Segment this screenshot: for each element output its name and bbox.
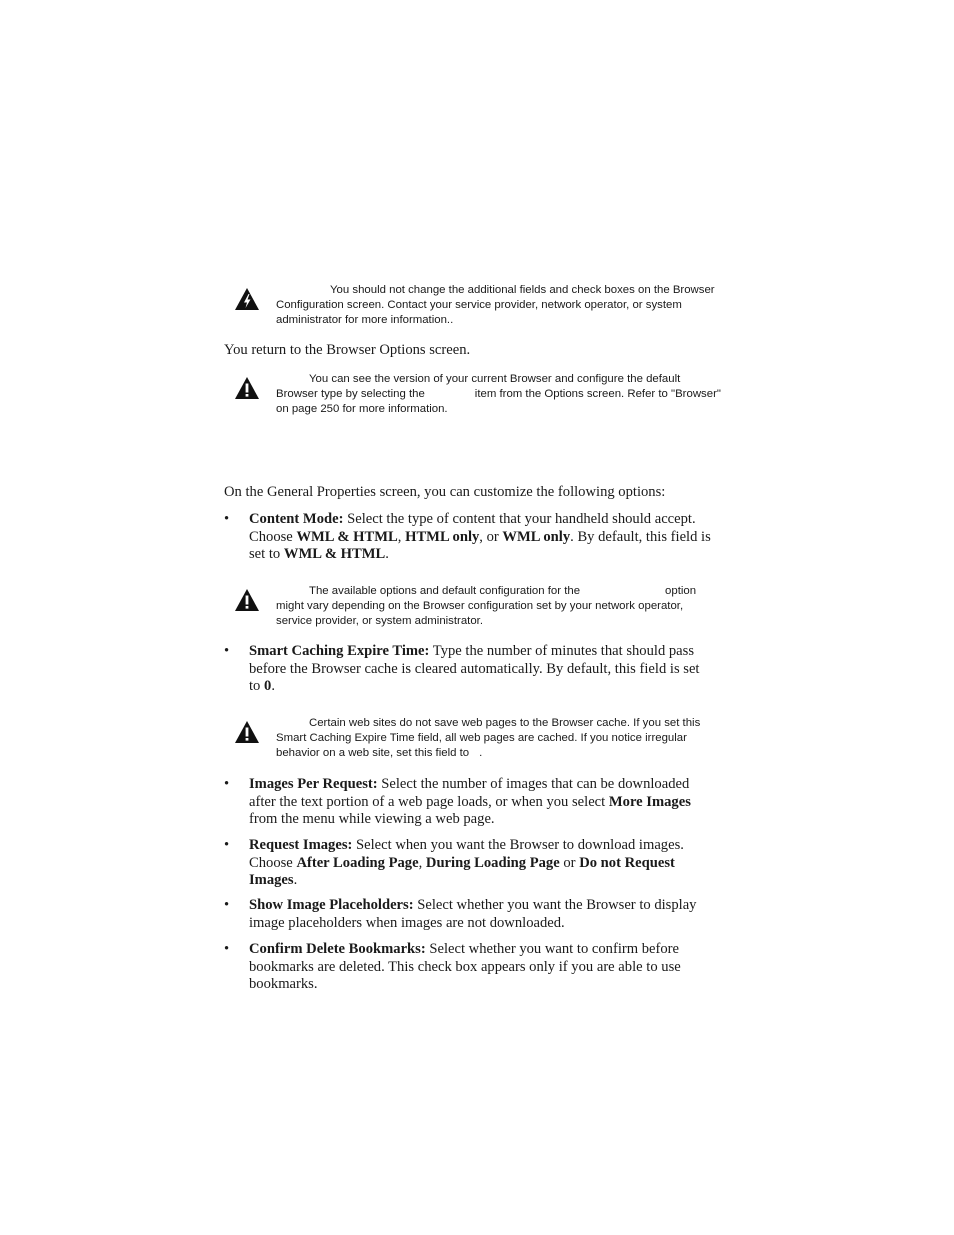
list-item-confirm-delete <box>249 941 724 994</box>
term-label: Smart Caching Expire Time: <box>249 643 430 659</box>
text-span: before the Browser cache is cleared automatically. By default, this field is set <box>249 660 700 677</box>
text-span: to <box>249 678 261 694</box>
note-content-mode-options <box>276 584 731 628</box>
list-item-smart-caching <box>249 643 724 696</box>
note-line: You should not change the additional fields and check boxes on the Browser <box>330 284 715 296</box>
text-span: Select whether you want to confirm before <box>429 941 680 957</box>
note-icon <box>234 588 260 612</box>
note-line: service provider, or system administrator. <box>276 614 483 627</box>
option-name: HTML only <box>405 528 480 545</box>
note-line: . <box>479 746 483 759</box>
term-label: Content Mode: <box>249 511 344 527</box>
text-span: Select the number of images that can be downloaded <box>381 776 690 792</box>
bullet-marker: • <box>224 837 230 853</box>
bullet-marker: • <box>224 776 230 792</box>
list-item-content-mode <box>249 511 724 564</box>
list-item-images-per-request <box>249 776 724 829</box>
intro-paragraph: On the General Properties screen, you can customize the following options: <box>224 484 666 500</box>
text-span: after the text portion of a web page loads, or when you select <box>249 793 606 810</box>
note-line: Smart Caching Expire Time field, all web pages are cached. If you notice irregular <box>276 731 687 744</box>
option-name: Do not Request <box>579 854 675 871</box>
text-span: Choose <box>249 854 293 871</box>
text-span: . <box>271 678 275 694</box>
note-line: option <box>665 585 697 597</box>
option-name: More Images <box>608 793 691 810</box>
list-item-show-placeholders <box>249 897 724 932</box>
note-line: Configuration screen. Contact your service provider, network operator, or system <box>276 298 682 311</box>
text-span: from the menu while viewing a web page. <box>249 811 495 827</box>
warning-icon <box>234 287 260 311</box>
note-icon <box>234 376 260 400</box>
list-item-request-images <box>249 837 724 890</box>
note-browser-version <box>276 372 731 416</box>
text-span: set to <box>249 546 281 562</box>
text-span: . <box>293 872 298 888</box>
note-icon <box>234 720 260 744</box>
text-span: , or <box>479 528 499 545</box>
text-span: Select whether you want the Browser to display <box>417 897 697 913</box>
option-name: 0 <box>264 678 272 694</box>
bullet-marker: • <box>224 643 230 659</box>
text-span: or <box>563 854 576 871</box>
option-name: WML & HTML <box>283 546 386 562</box>
note-line: might vary depending on the Browser configuration set by your network operator, <box>276 599 684 612</box>
term-label: Request Images: <box>249 837 353 853</box>
option-name: After Loading Page <box>296 854 419 871</box>
note-line: behavior on a web site, set this field to <box>276 746 470 759</box>
text-span: Type the number of minutes that should pass <box>432 643 695 659</box>
text-span: . By default, this field is <box>570 528 711 545</box>
bullet-marker: • <box>224 511 230 527</box>
return-paragraph: You return to the Browser Options screen. <box>224 342 471 358</box>
note-line: The available options and default configuration for the <box>309 585 581 597</box>
option-name: WML & HTML <box>296 528 398 545</box>
text-span: image placeholders when images are not downloaded. <box>249 914 565 931</box>
note-warning-browser-config <box>276 283 731 327</box>
bullet-marker: • <box>224 897 230 913</box>
option-name: Images <box>249 872 294 888</box>
option-name: During Loading Page <box>425 854 560 871</box>
note-line: Browser type by selecting the <box>276 387 425 400</box>
note-line: You can see the version of your current Browser and configure the default <box>309 373 681 385</box>
text-span: bookmarks. <box>249 976 318 992</box>
option-name: WML only <box>502 528 571 545</box>
note-line: on page 250 for more information. <box>276 402 448 415</box>
text-span: Choose <box>249 528 293 545</box>
text-span: , <box>418 854 423 871</box>
bullet-marker: • <box>224 941 230 957</box>
text-span: Select when you want the Browser to download images. <box>356 837 684 853</box>
note-web-cache <box>276 716 731 760</box>
term-label: Show Image Placeholders: <box>249 897 414 913</box>
text-span: bookmarks are deleted. This check box appears only if you are able to use <box>249 958 681 975</box>
note-line: Certain web sites do not save web pages to the Browser cache. If you set this <box>309 717 701 729</box>
text-span: Select the type of content that your handheld should accept. <box>347 511 696 527</box>
note-line: administrator for more information.. <box>276 313 454 326</box>
term-label: Confirm Delete Bookmarks: <box>249 941 426 957</box>
note-line: item from the Options screen. Refer to "Browser" <box>474 387 721 400</box>
text-span: , <box>397 528 402 545</box>
term-label: Images Per Request: <box>249 776 378 792</box>
text-span: . <box>385 546 389 562</box>
